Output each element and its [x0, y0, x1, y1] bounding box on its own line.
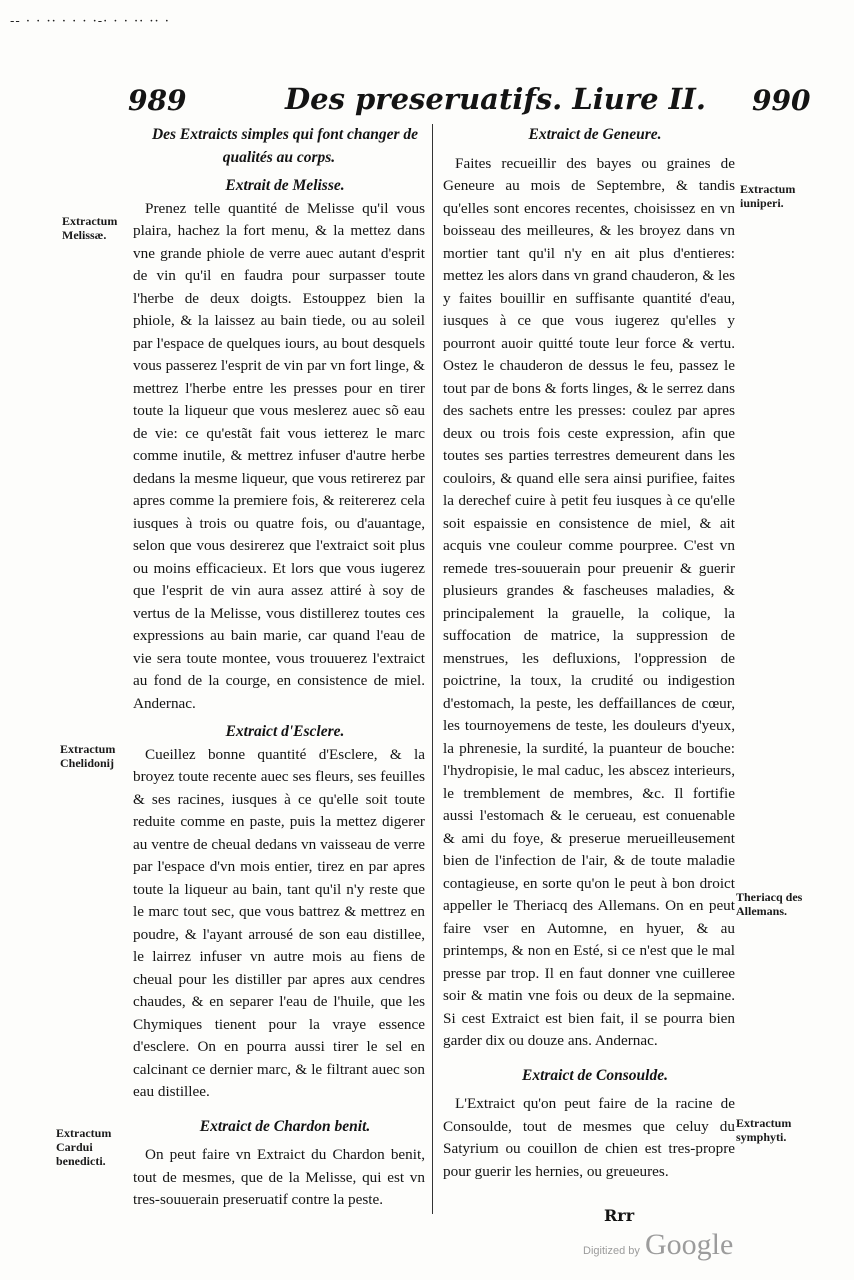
section-heading-simple-extracts: Des Extraicts simples qui font changer de qualités au corps.: [151, 126, 419, 166]
page-number-right: 990: [752, 84, 811, 117]
margin-note-cardui: Extractum Cardui benedicti.: [56, 1126, 112, 1168]
paragraph-melisse: Prenez telle quantité de Melisse qu'il vous plaira, hachez la fort menu, & la mettez dans vne grande phiole de verre auec autant d'esprit de vin qu'il en faudra pour surpasser toute l'herbe de deux doigts. Estouppez bien la phiole, & la laissez au bain tiede, ou au soleil par l'espace de quelques iours, au bout desquels vous passerez l'esprit de vin par vn fort linge, & mettrez l'herbe entre les presses pour en tirer toute la liqueur que vous meslerez auec sõ eau de vie: ce qu'estãt fait vous ietterez le marc comme inutile, & mettrez infuser d'autre herbe dedans la mesme liqueur, que vous retirerez par apres comme la premiere fois, & reitererez cela iusques à trois ou quatre fois, ou d'auantage, selon que vous desirerez que l'extraict soit plus ou moins efficacieux. Et lors que vous iugerez que l'esprit de vin aura assez attiré à soy de vertus de la Melisse, vous distillerez toutes ces expressions au bain marie, car quand l'eau de vie sera toute montee, vous trouuerez l'extraict au fond de la courge, en consistence de miel. Andernac.: [133, 199, 425, 712]
margin-note-symphyti: Extractum symphyti.: [736, 1116, 792, 1144]
margin-note-melisse: Extractum Melissæ.: [62, 214, 118, 242]
google-logo: Google: [644, 1228, 734, 1261]
margin-note-theriacq: Theriacq des Allemans.: [736, 890, 803, 918]
paragraph-consoulde: L'Extraict qu'on peut faire de la racine de Consoulde, tout de mesmes que celuy du Satyrium ou couillon de chien est tres-propre pour guerir les hernies, ou greueures.: [443, 1095, 735, 1180]
heading-extraict-consoulde: Extraict de Consoulde.: [522, 1066, 668, 1084]
digitized-label: Digitized by: [583, 1245, 640, 1257]
left-column: [133, 124, 425, 1212]
digitized-by-google-watermark: [583, 1228, 733, 1262]
right-column: [443, 124, 735, 1183]
signature-mark: Rrr: [604, 1206, 635, 1225]
top-ornament: -- · · ·· · · · ·-· · · ·· ·· ·: [10, 14, 170, 29]
heading-extraict-geneure: Extraict de Geneure.: [528, 126, 662, 143]
heading-chardon-benit: Extraict de Chardon benit.: [199, 1117, 371, 1135]
column-divider: [432, 124, 433, 1214]
margin-note-iuniperi: Extractum iuniperi.: [740, 182, 796, 210]
heading-extrait-melisse: Extrait de Melisse.: [225, 177, 345, 194]
running-title: Des preseruatifs. Liure II.: [285, 82, 706, 116]
paragraph-esclere: Cueillez bonne quantité d'Esclere, & la broyez toute recente auec ses fleurs, ses feuilles & ses racines, iusques à ce qu'elle soit toute reduite comme en paste, puis la mettez digerer au ventre de cheual dedans vn vaisseau de verre par l'espace d'vn mois entier, tirez en par apres toute la liqueur au bain, tant qu'il n'y reste que le marc tout sec, que vous battrez & mettrez en poudre, & l'ayant arrousé de son eau distillee, le lairrez infuser vn autre mois au fiens de cheual pour les distiller par apres aux cendres chaudes, & en separer l'eau de l'huile, que les Chymiques tienent pour la vraye essence d'esclere. On en pourra aussi tirer le sel en calcinant ce dernier marc, & le filtrant auec son eau distillee.: [133, 745, 425, 1100]
heading-extraict-esclere: Extraict d'Esclere.: [225, 723, 345, 740]
paragraph-chardon-benit: On peut faire vn Extraict du Chardon benit, tout de mesmes, que de la Melisse, qui est vn tres-souuerain preseruatif contre la peste.: [133, 1146, 425, 1208]
paragraph-geneure: Faites recueillir des bayes ou graines de Geneure au mois de Septembre, & tandis qu'elles sont encores recentes, choisissez en vn boisseau des meilleures, & les broyez dans vn mortier tant qu'il n'y en ait plus d'entieres: mettez les alors dans vn grand chauderon, & les y faites bouillir en suffisante quantité d'eau, iusques à ce que vous iugerez qu'elles y pourront auoir quitté toute leur force & vertu. Ostez le chauderon de dessus le feu, passez le tout par de bons & forts linges, & le serrez dans des sachets entre les presses: coulez par apres deux ou trois fois ceste expression, afin que toutes ses parties terrestres demeurent dans les couloirs, & quand elle sera ainsi purifiee, faites la derechef cuire à petit feu iusques à ce qu'elle soit espaissie en consistence de miel, & ait acquis vne couleur comme pourpree. C'est vn remede tres-souuerain pour preuenir & guerir plusieurs grandes & fascheuses maladies, & principalement la grauelle, la colique, la suffocation de matrice, la suppression de menstrues, les defluxions, l'oppression de poictrine, la toux, la crudité ou indigestion d'estomach, la peste, les deffaillances de cœur, les tournoyemens de teste, les douleurs d'yeux, la phrenesie, la surdité, la puanteur de bouche: l'hydropisie, le mal caduc, les abscez interieurs, le tremblement de membres, &c. Il fortifie aussi l'estomach & le cerueau, est conuenable & ami du foye, & preserue merueilleusement bien de l'infection de l'air, & de toute maladie contagieuse, en sorte qu'on le peut à bon droict appeller le Theriacq des Allemans. On en peut faire vser en Automne, en hyuer, & au printemps, & non en Esté, si ce n'est que le mal presse par trop. Il en faut donner vne cuilleree soir & matin vne fois ou deux de la sepmaine. Si cest Extraict est bien fait, il se pourra bien garder dix ou douze ans. Andernac.: [443, 154, 735, 1049]
margin-note-chelidonii: Extractum Chelidonij: [60, 742, 116, 770]
page-number-left: 989: [128, 84, 187, 117]
